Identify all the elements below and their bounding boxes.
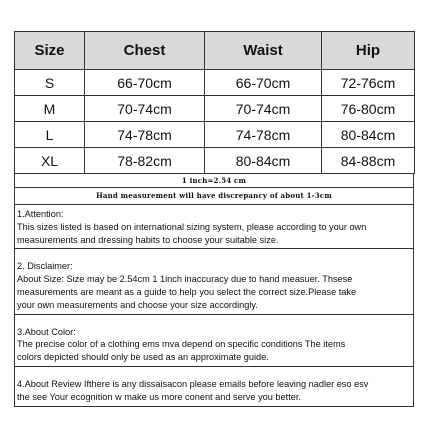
table-row (15, 122, 415, 148)
size-cell: L (15, 122, 85, 148)
column-header-size: Size (15, 32, 85, 70)
table-row (15, 148, 415, 174)
size-cell: M (15, 96, 85, 122)
size-cell: XL (15, 148, 85, 174)
table-row (15, 70, 415, 96)
section-line: This sizes listed is based on international sizing system, please according to your own (17, 221, 367, 232)
chest-cell: 74-78cm (85, 122, 205, 148)
inch-conversion-note: 1 inch=2.54 cm (14, 174, 414, 188)
section-line: the see Your ecognition w make us more conent and serve you better. (17, 391, 301, 402)
section-line: your own measurements and choose your size accordingly. (17, 299, 258, 310)
color-section (14, 323, 414, 367)
section-line: About Size: Size may be 2.54cm 1 1inch inaccuracy due to hand measuer. Thsese (17, 274, 353, 285)
review-section (14, 375, 414, 407)
disclaimer-section (14, 257, 414, 314)
hip-cell: 76-80cm (322, 96, 415, 122)
size-cell: S (15, 70, 85, 96)
attention-section (14, 205, 414, 249)
waist-cell: 80-84cm (205, 148, 322, 174)
waist-cell: 74-78cm (205, 122, 322, 148)
hip-cell: 80-84cm (322, 122, 415, 148)
chest-cell: 66-70cm (85, 70, 205, 96)
column-header-hip: Hip (322, 32, 415, 70)
waist-cell: 70-74cm (205, 96, 322, 122)
section-title: 1.Attention: (17, 209, 64, 219)
section-title: 2. Disclaimer: (17, 261, 73, 272)
section-divider (14, 315, 414, 323)
column-header-waist: Waist (205, 32, 322, 70)
measurement-discrepancy-note: Hand measurement will have discrepancy of about 1-3cm (14, 188, 414, 205)
section-title: 3.About Color: (17, 326, 76, 337)
size-table (14, 31, 415, 174)
section-divider (14, 249, 414, 257)
size-chart (14, 31, 414, 407)
section-line: measurements are meant as a guide to help you select the correct size.Please take (17, 286, 357, 297)
table-header-row (15, 32, 415, 70)
hip-cell: 84-88cm (322, 148, 415, 174)
waist-cell: 66-70cm (205, 70, 322, 96)
section-line: 4.About Review Ifthere is any dissaisacon please emails before leaving nadler eso esv (17, 378, 369, 389)
column-header-chest: Chest (85, 32, 205, 70)
hip-cell: 72-76cm (322, 70, 415, 96)
section-line: The precise color of a clothing ems mva depend on specific conditions The items (17, 339, 346, 350)
section-line: measurements and dressing habits to choose your suitable size. (17, 234, 279, 245)
section-divider (14, 367, 414, 375)
chest-cell: 78-82cm (85, 148, 205, 174)
table-row (15, 96, 415, 122)
chest-cell: 70-74cm (85, 96, 205, 122)
section-line: colors depicted should only be used as an approximate guide. (17, 352, 269, 363)
